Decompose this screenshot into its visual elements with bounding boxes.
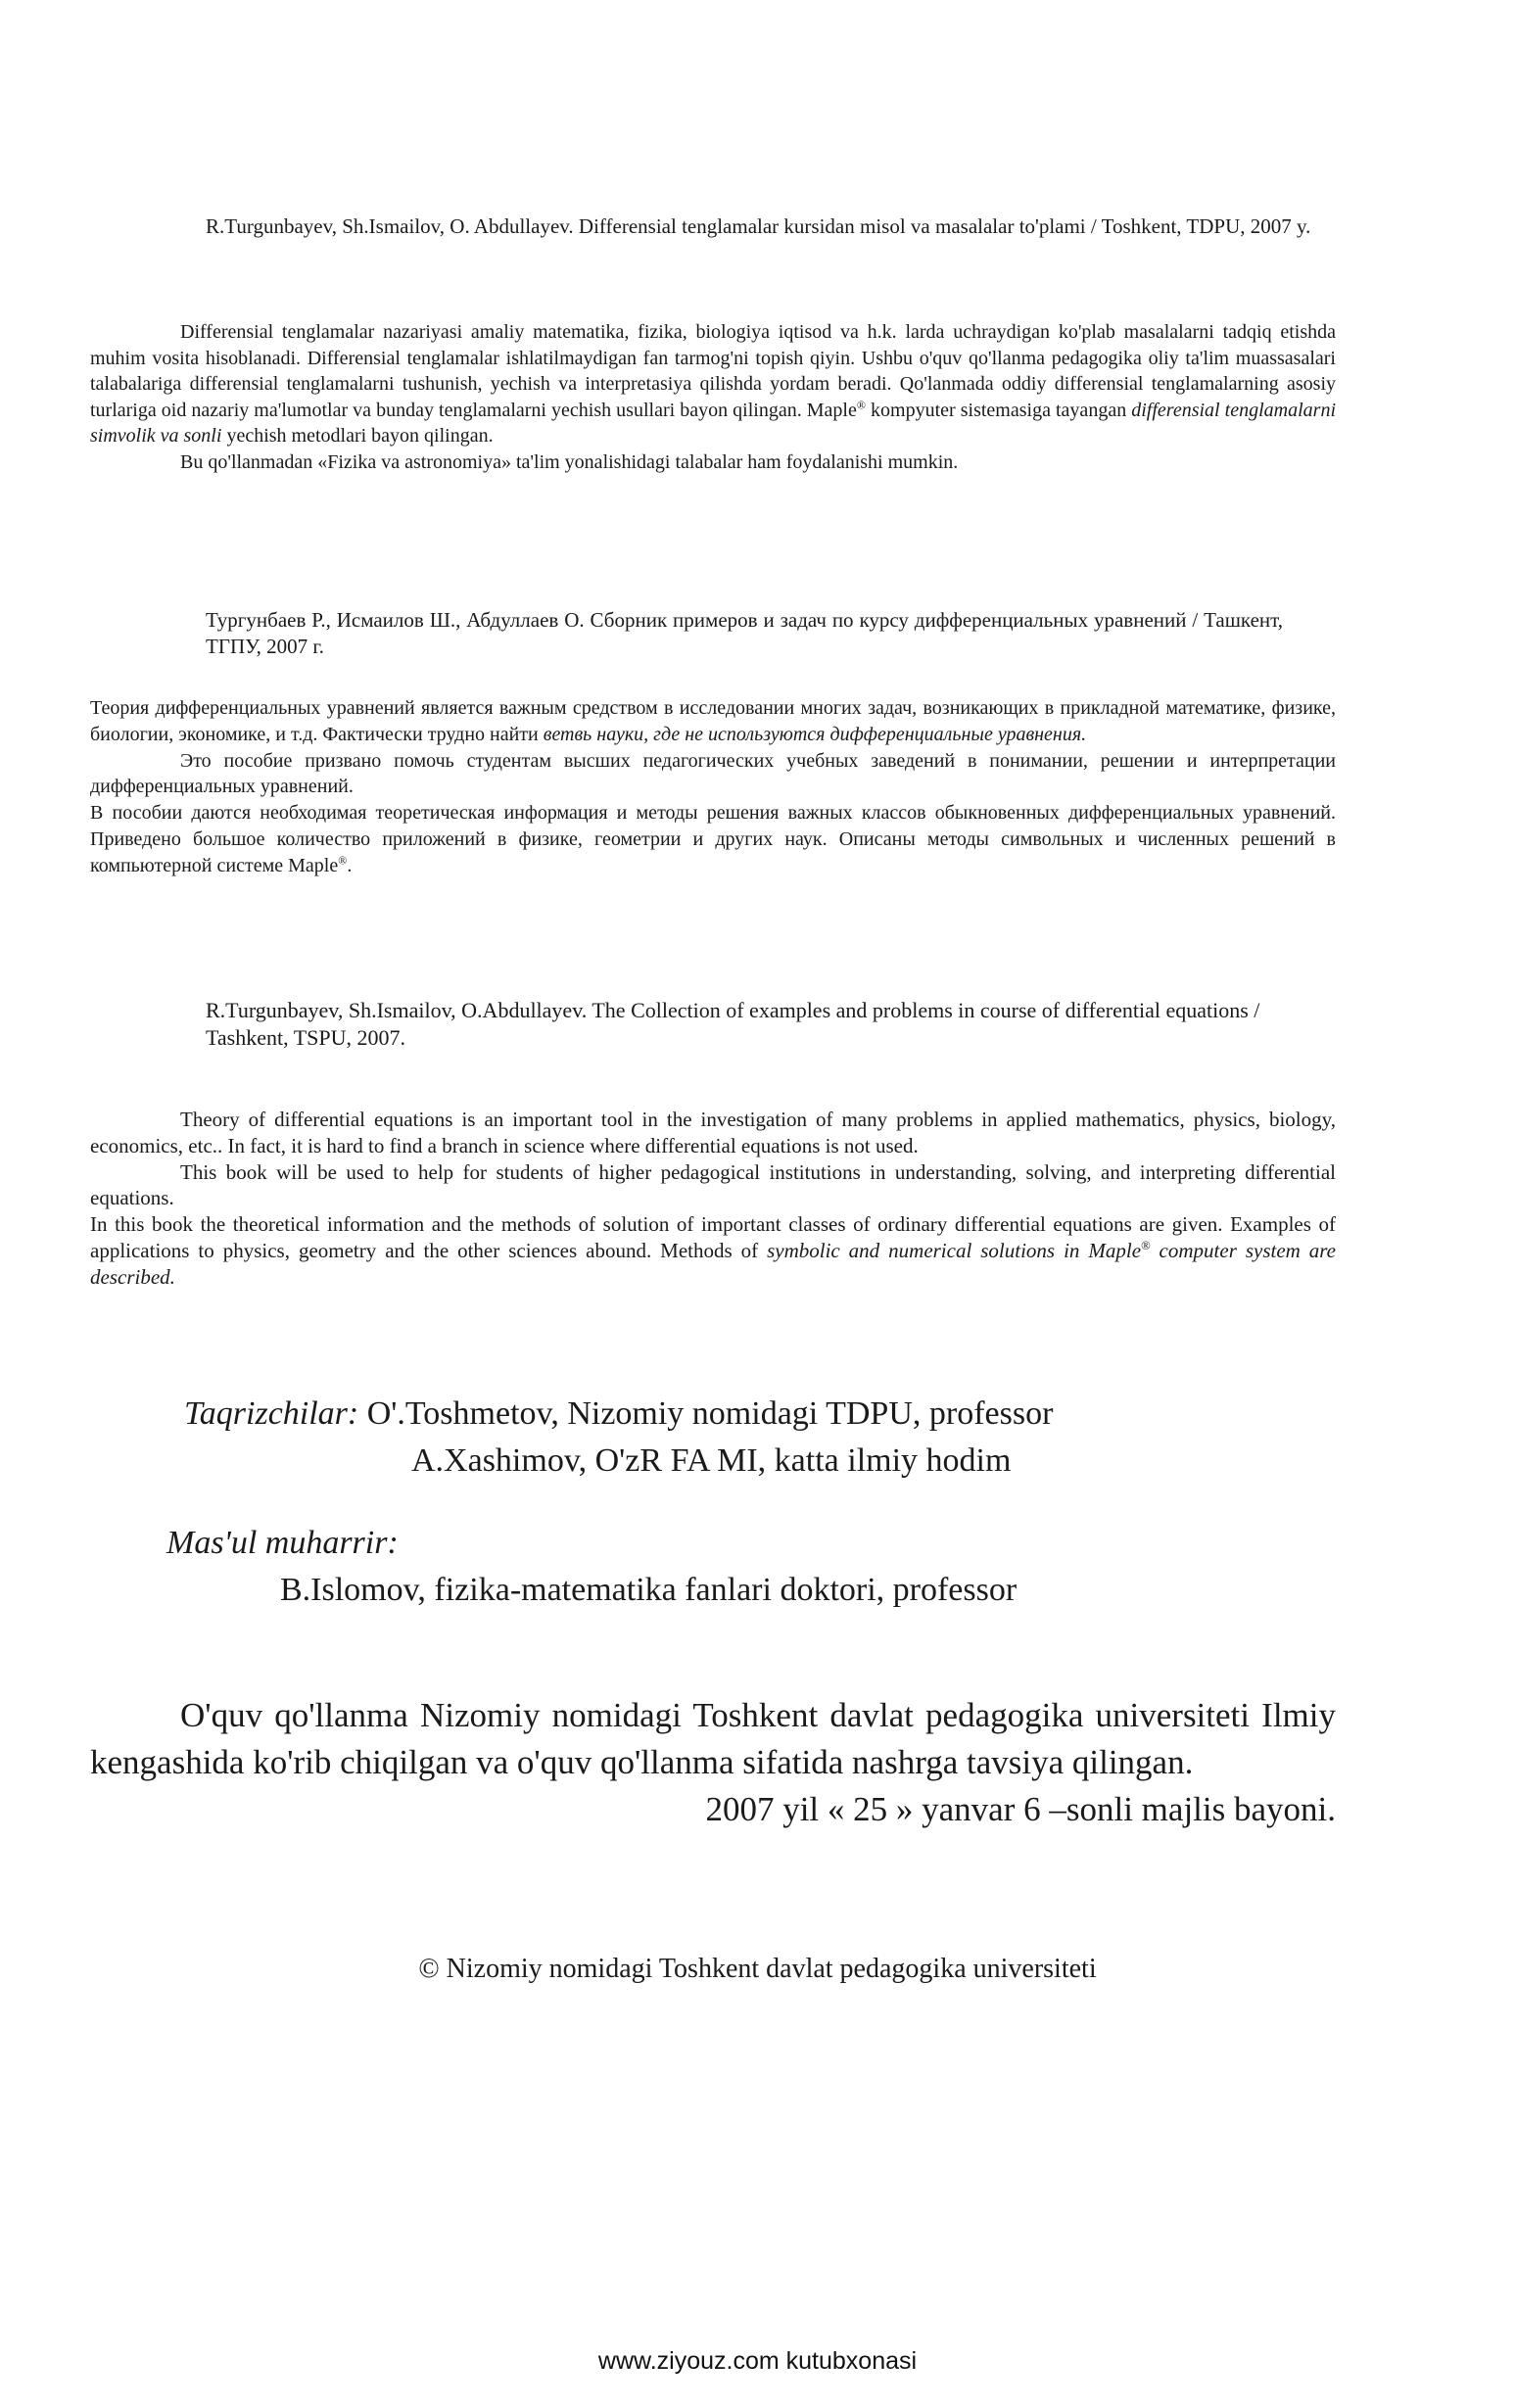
english-paragraph-2: This book will be used to help for students of higher pedagogical institutions in understanding, solving, and interpreting differential equations.	[90, 1159, 1336, 1210]
english-paragraph-3-italic: symbolic and numerical solutions in Maple	[767, 1238, 1142, 1262]
english-paragraph-3	[90, 1211, 1336, 1290]
approval-protocol: 2007 yil « 25 » yanvar 6 –sonli majlis bayoni.	[705, 1790, 1336, 1828]
english-paragraph-3-italic-end: computer system are described.	[90, 1238, 1336, 1289]
russian-paragraph-3	[90, 800, 1336, 878]
russian-citation	[206, 607, 1283, 660]
approval-section	[90, 1692, 1336, 1833]
uzbek-citation	[206, 213, 1332, 240]
editor-label: Mas'ul muharrir:	[166, 1525, 399, 1561]
english-paragraph-1: Theory of differential equations is an important tool in the investigation of many problems in applied mathematics, physics, biology, economics, etc.. In fact, it is hard to find a branch in science where differential equations is not used.	[90, 1108, 1336, 1157]
uzbek-paragraph-1-text: Differensial tenglamalar nazariyasi amaliy matematika, fizika, biologiya iqtisod va h.k. larda uchraydigan ko'plab masalalarni tadqiq etishda muhim vosita hisoblanadi. Differensial tenglamalar ishlatilmaydigan fan tarmog'ni topish qiyin. Ushbu o'quv qo'llanma pedagogika oliy ta'lim muassasalari talabalariga differensial tenglamalarni tushunish, yechish va interpretasiya qilishda yordam beradi. Qo'lanmada oddiy differensial tenglamalarning asosiy turlariga oid nazariy ma'lumotlar va bunday tenglamalarni yechish usullari bayon qilingan. Maple	[90, 321, 1336, 421]
english-citation	[206, 997, 1332, 1052]
uzbek-paragraph-2: Bu qo'llanmadan «Fizika va astronomiya» ta'lim yonalishidagi talabalar ham foydalanishi mumkin.	[180, 450, 959, 473]
english-annotation	[90, 1107, 1336, 1291]
reviewers-section	[184, 1391, 1359, 1485]
registered-mark: ®	[856, 398, 866, 412]
russian-paragraph-1-text: Теория дифференциальных уравнений является важным средством в исследовании многих задач, возникающих в прикладной математике, физике, биологии, экономике, и т.д. Фактически трудно найти	[90, 697, 1336, 745]
russian-paragraph-3-end: .	[347, 854, 353, 876]
reviewer-2: A.Xashimov, O'zR FA MI, katta ilmiy hodim	[411, 1442, 1012, 1479]
editor-section	[166, 1520, 1342, 1614]
uzbek-annotation	[90, 319, 1336, 476]
uzbek-citation-text: R.Turgunbayev, Sh.Ismailov, O. Abdullayev. Differensial tenglamalar kursidan misol va masalalar to'plami / Toshkent, TDPU, 2007 y.	[206, 214, 1311, 238]
registered-mark: ®	[338, 853, 348, 868]
reviewer-1: O'.Toshmetov, Nizomiy nomidagi TDPU, professor	[366, 1395, 1054, 1432]
reviewers-label: Taqrizchilar:	[184, 1395, 359, 1432]
russian-paragraph-1-italic: ветвь науки, где не используются дифференциальные уравнения.	[543, 723, 1087, 745]
copyright-notice: © Nizomiy nomidagi Toshkent davlat pedagogika universiteti	[418, 1954, 1097, 1984]
russian-paragraph-3-text: В пособии даются необходимая теоретическая информация и методы решения важных классов обыкновенных дифференциальных уравнений. Приведено большое количество приложений в физике, геометрии и других наук. Описаны методы символьных и численных решений в компьютерной системе Maple	[90, 802, 1336, 876]
uzbek-paragraph-1	[90, 319, 1336, 449]
russian-paragraph-1	[90, 695, 1336, 748]
approval-text: O'quv qo'llanma Nizomiy nomidagi Toshkent davlat pedagogika universiteti Ilmiy kengashida ko'rib chiqilgan va o'quv qo'llanma sifatida nashrga tavsiya qilingan.	[90, 1696, 1336, 1781]
russian-paragraph-2: Это пособие призвано помочь студентам высших педагогических учебных заведений в понимании, решении и интерпретации дифференциальных уравнений.	[90, 749, 1336, 798]
reviewers-row-1	[184, 1391, 1359, 1438]
registered-mark: ®	[1141, 1238, 1151, 1252]
editor-name: B.Islomov, fizika-matematika fanlari doktori, professor	[280, 1572, 1018, 1608]
uzbek-paragraph-1-text-d: yechish metodlari bayon qilingan.	[221, 425, 494, 448]
english-citation-text: R.Turgunbayev, Sh.Ismailov, O.Abdullayev. The Collection of examples and problems in course of differential equations / Tashkent, TSPU, 2007.	[206, 998, 1260, 1050]
uzbek-paragraph-1-italic: differensial tenglamalarni simvolik va sonli	[90, 399, 1336, 448]
russian-citation-text: Тургунбаев Р., Исмаилов Ш., Абдуллаев О. Сборник примеров и задач по курсу дифференциальных уравнений / Ташкент, ТГПУ, 2007 г.	[206, 608, 1283, 658]
footer-watermark: www.ziyouz.com kutubxonasi	[597, 2347, 918, 2375]
english-paragraph-3-text: In this book the theoretical information and the methods of solution of important classes of ordinary differential equations are given. Examples of applications to physics, geometry and the other sciences abound. Methods of	[90, 1212, 1336, 1262]
uzbek-paragraph-1-text-b: kompyuter sistemasiga tayangan	[865, 399, 1132, 421]
russian-annotation	[90, 695, 1336, 879]
